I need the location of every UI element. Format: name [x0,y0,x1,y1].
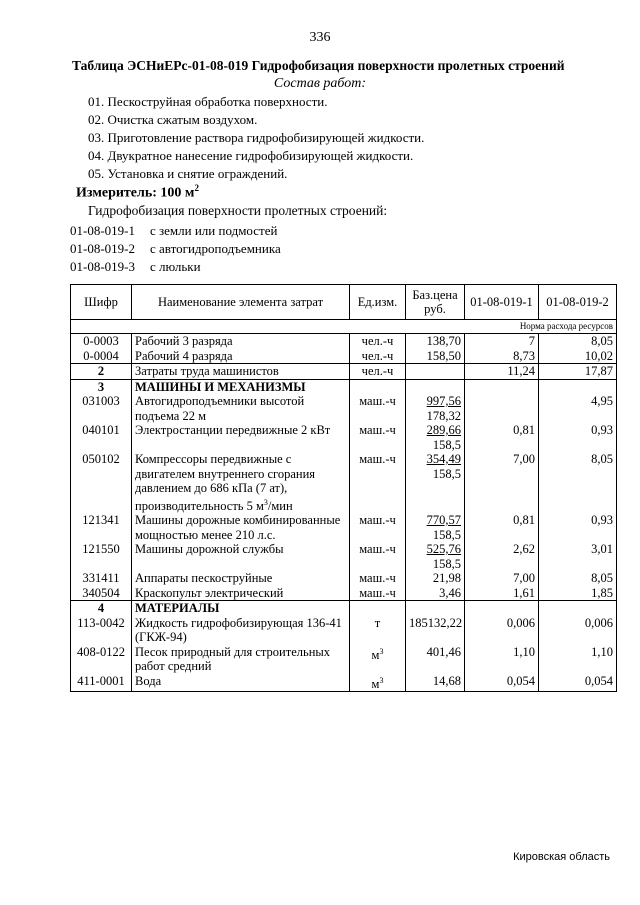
table-header-row [71,285,617,320]
cell-code: 2 [71,364,132,380]
cell-price [406,452,465,513]
cell-code: 0-0003 [71,334,132,349]
cell-variant-2: 1,85 [539,586,617,601]
price-value: 525,76 [426,542,461,557]
cell-variant-1 [465,379,539,394]
table-row [71,571,617,586]
meter-label: Измеритель: 100 $м^2$ [76,183,199,201]
cell-code: 331411 [71,571,132,586]
price-value: 158,50 [426,348,461,363]
variant-item [70,223,277,239]
unit-text: маш.-ч [359,513,396,528]
price-value: 354,49 [426,452,461,466]
variant-code: 01-08-019-3 [70,259,135,274]
cell-variant-2 [539,379,617,394]
price-value: 401,46 [426,644,461,659]
cell-variant-1: 7,00 [465,571,539,586]
cell-unit [350,601,406,616]
cell-unit [350,423,406,452]
cell-variant-2: 4,95 [539,394,617,423]
cell-unit [350,334,406,349]
unit-text: маш.-ч [359,585,396,600]
cell-unit [350,645,406,674]
unit-text: маш.-ч [359,423,396,437]
page-number: 336 [309,30,331,45]
cell-price [406,542,465,571]
name-text: Компрессоры передвижные с двигателем внутреннего сгорания давлением до 686 кПа (7 ат), производительность 5 м [135,452,316,513]
footer-region: Кировская область [513,851,610,863]
price-secondary-value: 158,5 [432,466,461,481]
table-row [71,586,617,601]
name-text: МАТЕРИАЛЫ [135,601,220,616]
cell-unit [350,571,406,586]
cell-variant-2 [539,601,617,616]
price-value: 997,56 [426,394,461,408]
price-secondary-value: 158,5 [432,527,461,542]
unit-text: м [371,676,380,691]
unit-text: маш.-ч [359,394,396,408]
header-unit: Ед.изм. [350,285,406,320]
variant-text: с люльки [150,259,201,274]
name-text: Рабочий 3 разряда [135,334,233,348]
price-value: 289,66 [426,423,461,437]
cell-code: 040101 [71,423,132,452]
cell-price [406,349,465,364]
name-tail: /мин [267,498,293,513]
table-row [71,394,617,423]
name-text: Краскопульт электрический [135,585,284,600]
table-row [71,423,617,452]
name-text: Машины дорожные комбинированные мощностью менее 210 л.с. [135,513,341,542]
table-row [71,349,617,364]
table-row [71,334,617,349]
cell-variant-1: 0,81 [465,423,539,452]
cell-price [406,571,465,586]
cell-code: 031003 [71,394,132,423]
cell-code: 411-0001 [71,674,132,692]
cell-name [132,394,350,423]
unit-text: чел.-ч [361,334,394,348]
cell-unit [350,452,406,513]
unit-text: т [374,615,381,630]
cell-variant-1 [465,601,539,616]
cell-unit [350,379,406,394]
table-row [71,364,617,380]
cell-unit [350,586,406,601]
operation-item: 05. Установка и снятие ограждений. [88,166,288,181]
norm-row [71,320,617,334]
cell-code: 113-0042 [71,616,132,645]
cell-code: 121550 [71,542,132,571]
cell-variant-2: 17,87 [539,364,617,380]
cell-variant-1: 7 [465,334,539,349]
price-value: 138,70 [426,334,461,348]
cell-variant-2: 8,05 [539,334,617,349]
cell-variant-2: 1,10 [539,645,617,674]
name-text: МАШИНЫ И МЕХАНИЗМЫ [135,379,306,394]
cell-name [132,571,350,586]
operation-item: 02. Очистка сжатым воздухом. [88,112,258,127]
header-price: Баз.цена руб. [406,285,465,320]
table-row [71,601,617,616]
variant-code: 01-08-019-1 [70,223,135,238]
operation-item: 03. Приготовление раствора гидрофобизирующей жидкости. [88,130,425,145]
price-value: 21,98 [432,571,461,586]
table-row [71,645,617,674]
cell-variant-1 [465,394,539,423]
cell-variant-2: 8,05 [539,452,617,513]
cell-price [406,379,465,394]
table-row [71,513,617,542]
name-text: Машины дорожной службы [135,542,284,557]
unit-text: маш.-ч [359,542,396,557]
norm-label: Норма расхода ресурсов [71,320,617,334]
name-text: Автогидроподъемники высотой подъема 22 м [135,394,305,423]
cell-variant-2: 0,054 [539,674,617,692]
cell-variant-2: 0,93 [539,513,617,542]
cell-code: 4 [71,601,132,616]
table-row [71,674,617,692]
cell-unit [350,513,406,542]
price-value: 770,57 [426,513,461,528]
cell-price [406,645,465,674]
cell-variant-1: 1,10 [465,645,539,674]
name-superscript: 3 [263,497,268,507]
cell-variant-1: 11,24 [465,364,539,380]
price-secondary-value: 178,32 [426,408,461,423]
cell-price [406,586,465,601]
table-row [71,616,617,645]
cell-name [132,601,350,616]
header-variant-2: 01-08-019-2 [539,285,617,320]
cell-price [406,601,465,616]
header-variant-1: 01-08-019-1 [465,285,539,320]
price-secondary-value: 158,5 [432,437,461,452]
cell-code: 0-0004 [71,349,132,364]
cell-variant-1: 0,006 [465,616,539,645]
cell-unit [350,349,406,364]
name-text: Песок природный для строительных работ средний [135,644,331,674]
work-description: Гидрофобизация поверхности пролетных строений: [88,203,388,218]
cell-price [406,513,465,542]
unit-text: чел.-ч [361,364,394,378]
cell-variant-1: 7,00 [465,452,539,513]
cell-name [132,645,350,674]
header-name: Наименование элемента затрат [132,285,350,320]
cell-variant-1: 0,81 [465,513,539,542]
name-text: Электростанции передвижные 2 кВт [135,423,331,437]
name-text: Затраты труда машинистов [135,364,279,378]
price-value: 14,68 [432,673,461,688]
cell-name [132,586,350,601]
operation-item: 04. Двукратное нанесение гидрофобизирующей жидкости. [88,148,414,163]
cell-price [406,423,465,452]
cell-variant-1: 2,62 [465,542,539,571]
cell-name [132,452,350,513]
cell-name [132,513,350,542]
cell-variant-2: 0,93 [539,423,617,452]
cell-name [132,364,350,380]
unit-superscript: 3 [379,675,384,685]
variant-item [70,259,201,275]
cell-variant-1: 1,61 [465,586,539,601]
cell-variant-1: 0,054 [465,674,539,692]
cell-code: 3 [71,379,132,394]
cell-name [132,423,350,452]
table-row [71,542,617,571]
cell-unit [350,542,406,571]
cell-unit [350,364,406,380]
cell-price [406,364,465,380]
header-code: Шифр [71,285,132,320]
unit-superscript: 3 [379,646,384,656]
cell-name [132,334,350,349]
cell-name [132,379,350,394]
table-title: Таблица ЭСНиЕРс-01-08-019 Гидрофобизация поверхности пролетных строений [72,58,565,73]
unit-text: маш.-ч [359,571,396,586]
price-value: 185132,22 [409,615,463,630]
cell-price [406,394,465,423]
price-value: 3,46 [439,585,461,600]
table-row [71,452,617,513]
cell-variant-2: 10,02 [539,349,617,364]
work-composition-heading: Состав работ: [273,76,367,91]
cell-variant-2: 0,006 [539,616,617,645]
table-row [71,379,617,394]
cell-price [406,616,465,645]
name-text: Жидкость гидрофобизирующая 136-41 (ГКЖ-94) [135,615,342,645]
cell-variant-2: 8,05 [539,571,617,586]
cell-unit [350,394,406,423]
cell-unit [350,674,406,692]
cell-variant-2: 3,01 [539,542,617,571]
unit-text: м [371,647,380,662]
cell-code: 408-0122 [71,645,132,674]
variant-code: 01-08-019-2 [70,241,135,256]
price-secondary-value: 158,5 [432,556,461,571]
unit-text: чел.-ч [361,348,394,363]
cell-variant-1: 8,73 [465,349,539,364]
variant-text: с автогидроподъемника [150,241,281,256]
cell-code: 121341 [71,513,132,542]
name-text: Рабочий 4 разряда [135,348,233,363]
cell-code: 050102 [71,452,132,513]
cell-name [132,674,350,692]
cell-code: 340504 [71,586,132,601]
variant-text: с земли или подмостей [150,223,278,238]
unit-text: маш.-ч [359,452,396,466]
cell-name [132,616,350,645]
variant-item [70,241,281,257]
name-text: Аппараты пескоструйные [135,571,273,586]
resource-table [70,284,617,692]
cell-price [406,674,465,692]
name-text: Вода [135,673,162,688]
operation-item: 01. Пескоструйная обработка поверхности. [88,94,328,109]
cell-name [132,349,350,364]
cell-name [132,542,350,571]
cell-price [406,334,465,349]
cell-unit [350,616,406,645]
